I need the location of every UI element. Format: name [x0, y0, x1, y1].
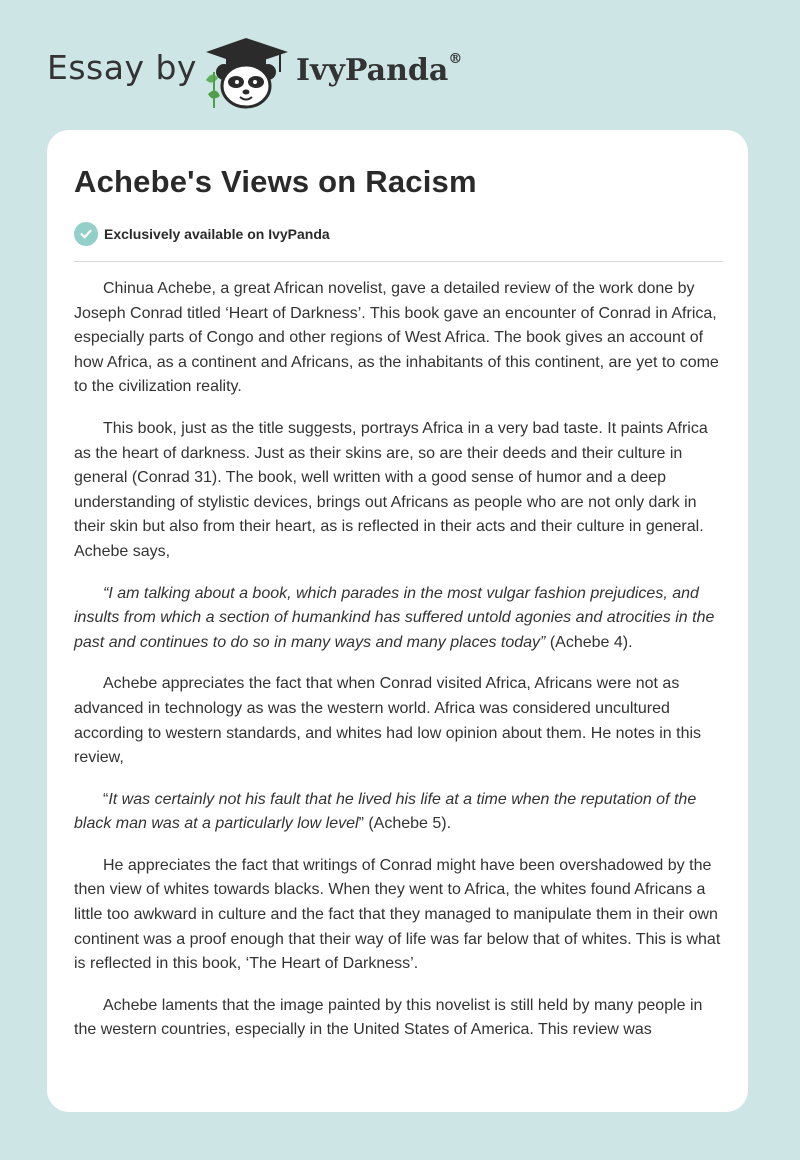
- panda-logo-icon[interactable]: [200, 36, 292, 110]
- essay-body: [74, 277, 726, 1060]
- paragraph-2: This book, just as the title suggests, portrays Africa in a very bad taste. It paints Africa as the heart of darkness. Just as their skins are, so are their deeds and their culture in general (Conrad 31). The book, well written with a good sense of humor and a deep understanding of stylistic devices, brings out Africans as people who are not only dark in their skin but also from their heart, as is reflected in their acts and their culture in general. Achebe says,: [74, 419, 708, 560]
- paragraph-3: Achebe appreciates the fact that when Conrad visited Africa, Africans were not as advanced in technology as was the western world. Africa was considered uncultured according to western standards, and whites had low opinion about them. He notes in this review,: [74, 675, 702, 767]
- divider: [74, 261, 723, 262]
- quote-1-text: “I am talking about a book, which parades in the most vulgar fashion prejudices, and insults from which a section of humankind has suffered untold agonies and atrocities in the past and continues to do so in many ways and many places today”: [74, 584, 715, 651]
- essay-by-label: Essay by: [47, 48, 197, 87]
- quote-1-citation: (Achebe 4).: [545, 633, 633, 651]
- block-quote-1: [74, 582, 726, 656]
- paragraph-5: Achebe laments that the image painted by this novelist is still held by many people in the western countries, especially in the United States of America. This review was: [74, 996, 703, 1039]
- check-icon: [74, 222, 98, 246]
- essay-title: Achebe's Views on Racism: [74, 164, 477, 199]
- paragraph-1: Chinua Achebe, a great African novelist, gave a detailed review of the work done by Joseph Conrad titled ‘Heart of Darkness’. This book gave an encounter of Conrad in Africa, especially parts of Congo and other regions of West Africa. The book gives an account of how Africa, as a continent and Africans, as the inhabitants of this continent, are yet to come to the civilization reality.: [74, 280, 719, 396]
- site-header: [0, 0, 800, 130]
- exclusive-badge-label: Exclusively available on IvyPanda: [104, 226, 330, 242]
- quote-2-open-mark: “: [103, 790, 109, 808]
- quote-2-citation: ” (Achebe 5).: [358, 815, 452, 833]
- quote-2-text: It was certainly not his fault that he lived his life at a time when the reputation of the black man was at a particularly low level: [74, 790, 697, 833]
- essay-card: [47, 130, 748, 1112]
- block-quote-2: [74, 788, 726, 837]
- brand-name[interactable]: [296, 53, 462, 88]
- trademark-symbol: ®: [448, 51, 463, 67]
- brand-text: IvyPanda: [296, 53, 449, 88]
- exclusive-badge: [74, 222, 330, 246]
- paragraph-4: He appreciates the fact that writings of Conrad might have been overshadowed by the then view of whites towards blacks. When they went to Africa, the whites found Africans a little too awkward in culture and the fact that they managed to manipulate them in their own continent was a proof enough that their way of life was far below that of whites. This is what is reflected in this book, ‘The Heart of Darkness’.: [74, 856, 721, 973]
